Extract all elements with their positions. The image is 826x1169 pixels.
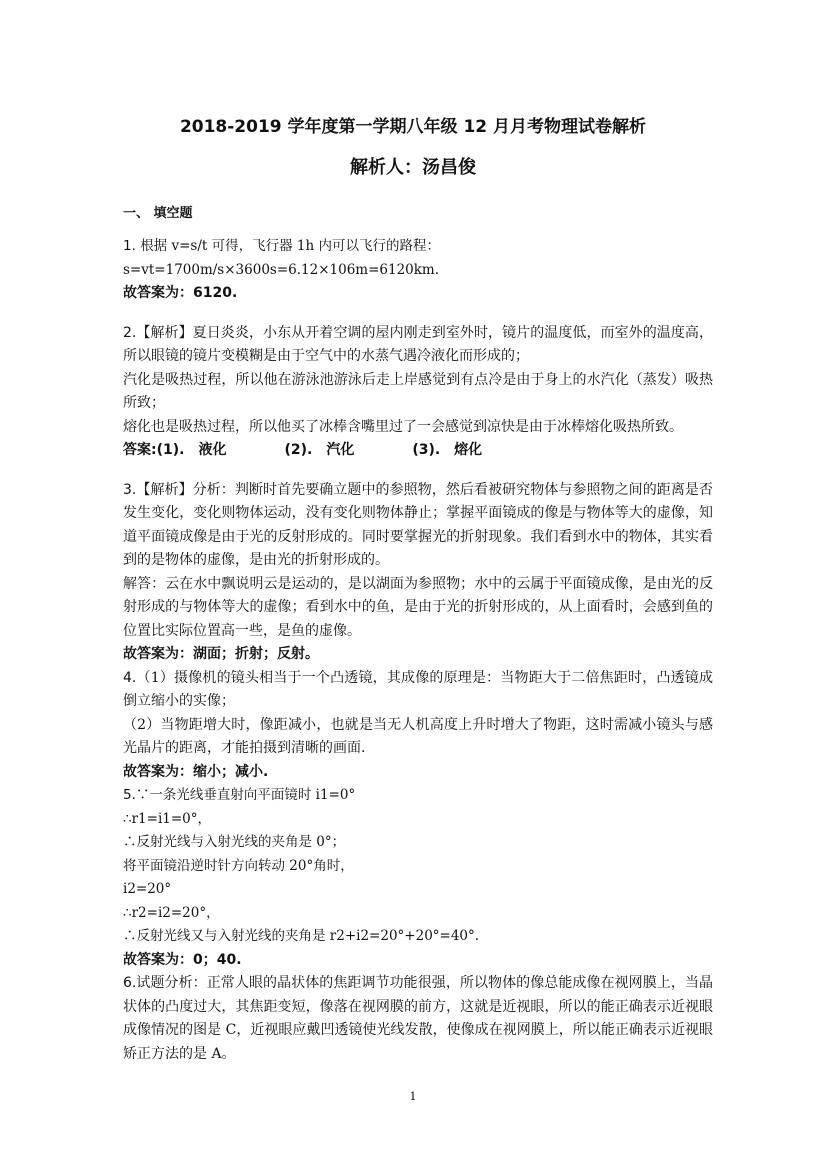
q1-line-1: [123, 235, 713, 259]
section-heading: 一、 填空题: [123, 206, 193, 221]
q5-line-3: ∴反射光线与入射光线的夹角是 0°；: [123, 834, 346, 850]
page-title: 2018-2019 学年度第一学期八年级 12 月月考物理试卷解析: [179, 117, 647, 137]
q4-para-1: [123, 667, 713, 714]
q1-answer: 故答案为：6120.: [123, 285, 238, 301]
q6-text-1: 试题分析：正常人眼的晶状体的焦距调节功能很强，所以物体的像总能成像在视网膜上，当晶状体的凸度过大，其焦距变短，像落在视网膜的前方，这就是近视眼，所以的能正确表示近视眼成像情况的图是 C，近视眼应戴凹透镜使光线发散，使像成在视网膜上，所以能正确表示近视眼矫正方法的是 A。: [123, 975, 713, 1062]
q2-answer-2: (2). 汽化: [284, 442, 355, 458]
author-line: 解析人：汤昌俊: [350, 157, 476, 178]
q2-para-1: [123, 322, 713, 369]
q5-line-6: ∴r2=i2=20°，: [123, 904, 220, 921]
q5-text-1: ∵一条光线垂直射向平面镜时 i1=0°: [135, 787, 356, 803]
q5-line-2: ∴r1=i1=0°，: [123, 810, 212, 827]
q5-line-4: 将平面镜沿逆时针方向转动 20°角时，: [123, 857, 354, 874]
q2-para-2: 汽化是吸热过程，所以他在游泳池游泳后走上岸感觉到有点冷是由于身上的水汽化（蒸发）吸热所致；: [123, 371, 713, 411]
q2-para-3: 熔化也是吸热过程，所以他买了冰棒含嘴里过了一会感觉到凉快是由于冰棒熔化吸热所致。: [123, 418, 683, 435]
q6-number: 6.: [123, 975, 137, 991]
q1-text-1: 根据 v=s/t 可得，飞行器 1h 内可以飞行的路程：: [140, 238, 440, 254]
q5-line-1: [123, 784, 713, 808]
question-2: [123, 322, 713, 463]
q5-line-5: i2=20°: [123, 881, 172, 897]
q3-answer: 故答案为：湖面；折射；反射。: [123, 646, 319, 662]
q3-number: 3.: [123, 481, 137, 498]
q4-answer: 故答案为：缩小；减小.: [123, 763, 269, 780]
q4-para-2: （2）当物距增大时，像距减小，也就是当无人机高度上升时增大了物距，这时需减小镜头与感光晶片的距离，才能拍摄到清晰的画面.: [123, 716, 713, 756]
question-3: [123, 479, 713, 667]
q4-number: 4.: [123, 669, 137, 686]
q1-line-2: s=vt=1700m/s×3600s=6.12×106m=6120km.: [123, 261, 440, 278]
question-1: [123, 235, 713, 306]
q3-para-1: [123, 479, 713, 573]
page-number: 1: [409, 1090, 417, 1103]
q6-para-1: [123, 972, 713, 1066]
q1-number: 1.: [123, 238, 136, 254]
q2-answer: [123, 439, 713, 463]
q5-line-7: ∴反射光线又与入射光线的夹角是 r2+i2=20°+20°=40°.: [123, 928, 480, 944]
q2-answer-1: 答案:(1). 液化: [123, 442, 227, 458]
q2-answer-3: (3). 熔化: [412, 442, 483, 458]
q2-text-1: 【解析】夏日炎炎，小东从开着空调的屋内刚走到室外时，镜片的温度低，而室外的温度高，所以眼镜的镜片变模糊是由于空气中的水蒸气遇冷液化而形成的；: [123, 324, 713, 364]
document-body: [123, 202, 713, 1066]
q5-number: 5.: [123, 787, 136, 803]
q2-number: 2.: [123, 324, 137, 341]
q4-text-1: （1）摄像机的镜头相当于一个凸透镜，其成像的原理是：当物距大于二倍焦距时，凸透镜成倒立缩小的实像；: [123, 669, 713, 709]
question-5: [123, 784, 713, 972]
q3-text-1: 【解析】分析：判断时首先要确立题中的参照物，然后看被研究物体与参照物之间的距离是否发生变化，变化则物体运动，没有变化则物体静止；掌握平面镜成的像是与物体等大的虚像，知道平面镜成像是由于光的反射形成的。同时要掌握光的折射现象。我们看到水中的物体，其实看到的是物体的虚像，是由光的折射形成的。: [123, 481, 713, 568]
question-6: [123, 972, 713, 1066]
q5-answer: 故答案为：0；40.: [123, 951, 242, 968]
question-4: [123, 667, 713, 785]
q3-para-2: 解答：云在水中飘说明云是运动的，是以湖面为参照物；水中的云属于平面镜成像，是由光的反射形成的与物体等大的虚像；看到水中的鱼，是由于光的折射形成的，从上面看时，会感到鱼的位置比实际位置高一些，是鱼的虚像。: [123, 575, 713, 639]
